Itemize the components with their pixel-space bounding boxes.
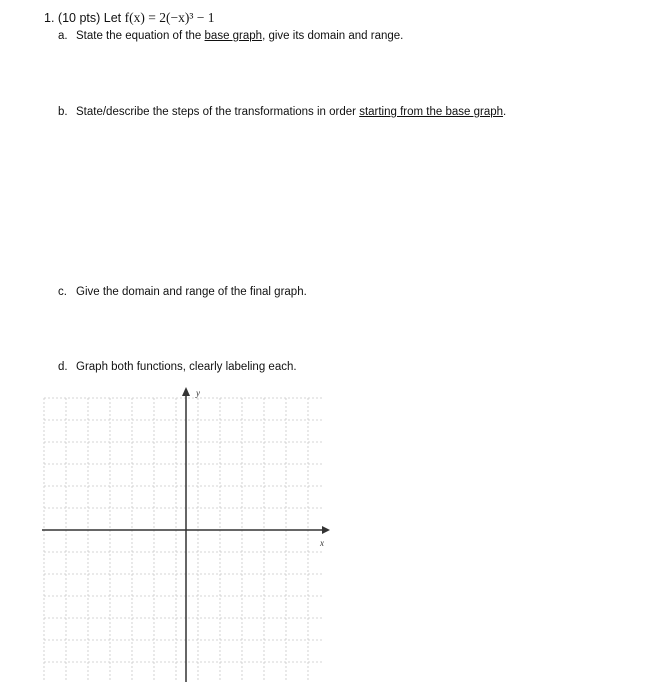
part-c-text: Give the domain and range of the final graph. bbox=[76, 286, 307, 298]
x-axis-arrow-icon bbox=[322, 526, 330, 534]
function-definition: f(x) = 2(−x)³ − 1 bbox=[124, 10, 215, 25]
x-axis-label: x bbox=[320, 538, 324, 548]
part-a-underlined: base graph bbox=[204, 30, 263, 42]
part-a-letter: a. bbox=[58, 30, 68, 42]
part-b-underlined: starting from the base graph bbox=[359, 106, 504, 118]
part-a-text-post: , give its domain and range. bbox=[262, 30, 404, 42]
y-axis-arrow-icon bbox=[182, 387, 190, 396]
grid-lines bbox=[44, 398, 322, 680]
part-b-text-pre: State/describe the steps of the transformations in order bbox=[76, 106, 356, 118]
y-axis-label: y bbox=[196, 388, 200, 398]
part-d-letter: d. bbox=[58, 361, 68, 373]
part-c-letter: c. bbox=[58, 286, 67, 298]
part-a-text-pre: State the equation of the bbox=[76, 30, 202, 42]
part-b-text-post: . bbox=[503, 106, 507, 118]
part-d-text: Graph both functions, clearly labeling each. bbox=[76, 361, 297, 373]
part-b-letter: b. bbox=[58, 106, 68, 118]
problem-number: 1. bbox=[44, 11, 55, 25]
problem-points: (10 pts) Let bbox=[57, 11, 122, 25]
